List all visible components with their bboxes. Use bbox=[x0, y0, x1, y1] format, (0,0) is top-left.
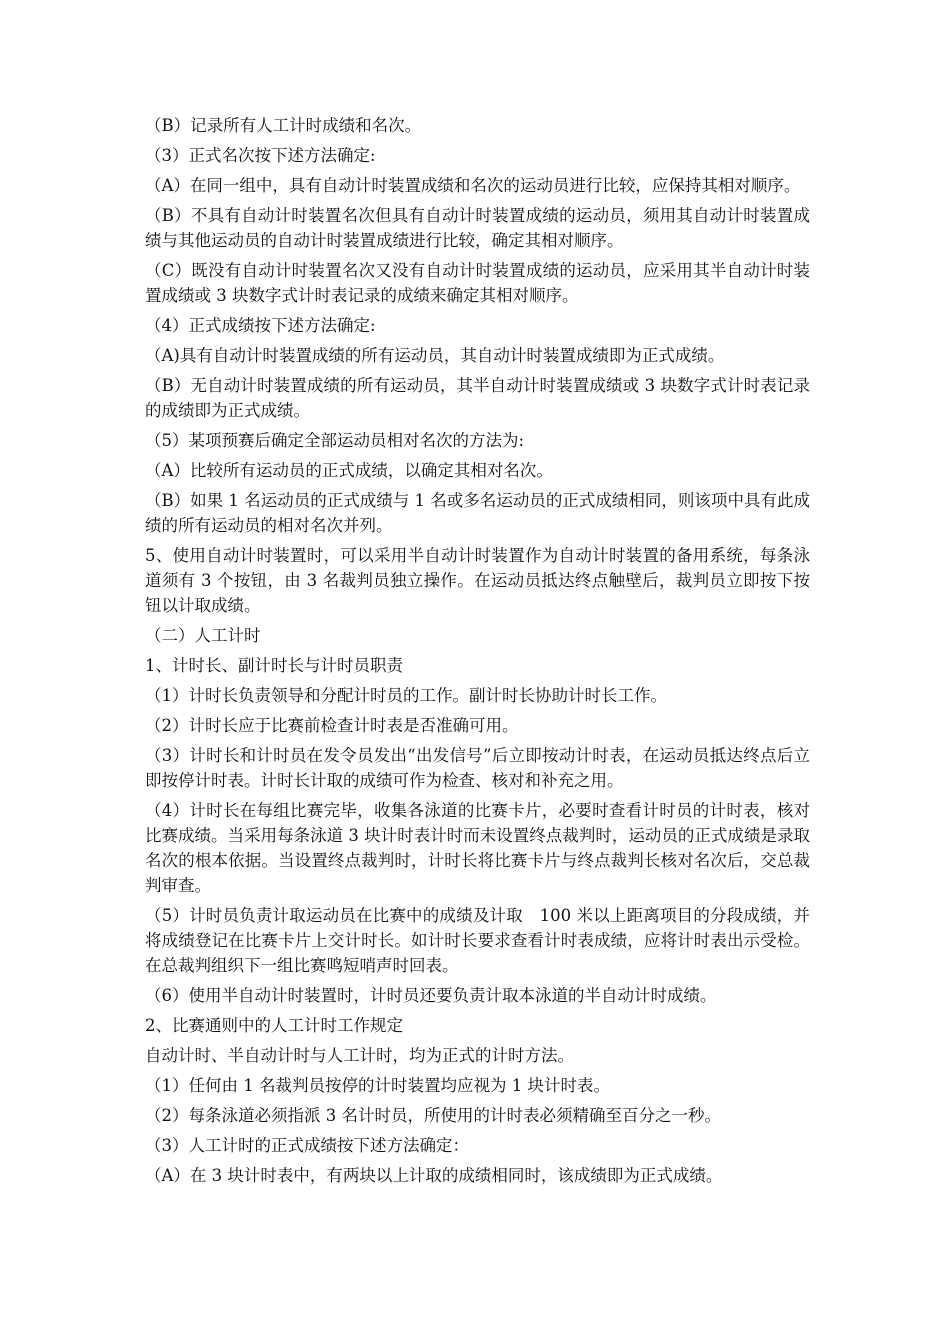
paragraph-b-record-manual: （B）记录所有人工计时成绩和名次。 bbox=[145, 116, 422, 135]
document-body bbox=[145, 113, 810, 1193]
paragraph-4-official-time: （4）正式成绩按下述方法确定: bbox=[145, 316, 376, 335]
paragraph-1-one-watch: （1）任何由 1 名裁判员按停的计时装置均应视为 1 块计时表。 bbox=[145, 1076, 610, 1095]
paragraph-1-chief-timekeeper: （1）计时长负责领导和分配计时员的工作。副计时长协助计时长工作。 bbox=[145, 686, 667, 705]
paragraph-5-timekeeper: （5）计时员负责计取运动员在比赛中的成绩及计取 100 米以上距离项目的分段成绩，并将成绩登记在比赛卡片上交计时长。如计时长要求查看计时表成绩，应将计时表出示受检。在总裁判组织下一组比赛鸣短哨声时回表。 bbox=[145, 906, 810, 975]
paragraph-a-same-heat: （A）在同一组中，具有自动计时装置成绩和名次的运动员进行比较，应保持其相对顺序。 bbox=[145, 176, 801, 195]
paragraph-a-compare-times: （A）比较所有运动员的正式成绩，以确定其相对名次。 bbox=[145, 461, 553, 480]
paragraph-2-check-watches: （2）计时长应于比赛前检查计时表是否准确可用。 bbox=[145, 716, 519, 735]
paragraph-a-two-watches-same: （A）在 3 块计时表中，有两块以上计取的成绩相同时，该成绩即为正式成绩。 bbox=[145, 1166, 723, 1185]
paragraph-5-heat-ranking: （5）某项预赛后确定全部运动员相对名次的方法为: bbox=[145, 431, 525, 450]
paragraph-b-tie: （B）如果 1 名运动员的正式成绩与 1 名或多名运动员的正式成绩相同，则该项中具有此成绩的所有运动员的相对名次并列。 bbox=[145, 491, 810, 535]
paragraph-c-no-auto-rank-or-time: （C）既没有自动计时装置名次又没有自动计时装置成绩的运动员，应采用其半自动计时装置成绩或 3 块数字式计时表记录的成绩来确定其相对顺序。 bbox=[145, 261, 810, 305]
subheading-manual-timing-rules: 2、比赛通则中的人工计时工作规定 bbox=[145, 1016, 403, 1035]
paragraph-3-official-ranking: （3）正式名次按下述方法确定: bbox=[145, 146, 376, 165]
paragraph-b-no-auto-time: （B）无自动计时装置成绩的所有运动员，其半自动计时装置成绩或 3 块数字式计时表记录的成绩即为正式成绩。 bbox=[145, 376, 810, 420]
subheading-timekeeper-duties: 1、计时长、副计时长与计时员职责 bbox=[145, 656, 403, 675]
paragraph-3-manual-official: （3）人工计时的正式成绩按下述方法确定： bbox=[145, 1136, 469, 1155]
paragraph-b-no-auto-rank: （B）不具有自动计时装置名次但具有自动计时装置成绩的运动员，须用其自动计时装置成绩与其他运动员的自动计时装置成绩进行比较，确定其相对顺序。 bbox=[145, 206, 810, 250]
paragraph-2-three-timekeepers: （2）每条泳道必须指派 3 名计时员，所使用的计时表必须精确至百分之一秒。 bbox=[145, 1106, 721, 1125]
paragraph-timing-methods: 自动计时、半自动计时与人工计时，均为正式的计时方法。 bbox=[145, 1046, 574, 1065]
paragraph-4-collect-cards: （4）计时长在每组比赛完毕，收集各泳道的比赛卡片，必要时查看计时员的计时表，核对比赛成绩。当采用每条泳道 3 块计时表计时而未设置终点裁判时，运动员的正式成绩是录取名次的根本依据。当设置终点裁判时，计时长将比赛卡片与终点裁判长核对名次后，交总裁判审查。 bbox=[145, 801, 810, 895]
paragraph-5-backup-system: 5、使用自动计时装置时，可以采用半自动计时装置作为自动计时装置的备用系统，每条泳道须有 3 个按钮，由 3 名裁判员独立操作。在运动员抵达终点触壁后，裁判员立即按下按钮以计取成绩。 bbox=[145, 546, 810, 615]
paragraph-a-auto-time: （A)具有自动计时装置成绩的所有运动员，其自动计时装置成绩即为正式成绩。 bbox=[145, 346, 725, 365]
paragraph-6-semi-auto: （6）使用半自动计时装置时，计时员还要负责计取本泳道的半自动计时成绩。 bbox=[145, 986, 717, 1005]
paragraph-3-start-stop: （3）计时长和计时员在发令员发出“出发信号”后立即按动计时表，在运动员抵达终点后立即按停计时表。计时长计取的成绩可作为检查、核对和补充之用。 bbox=[145, 746, 810, 790]
section-heading-manual-timing: （二）人工计时 bbox=[145, 626, 261, 645]
